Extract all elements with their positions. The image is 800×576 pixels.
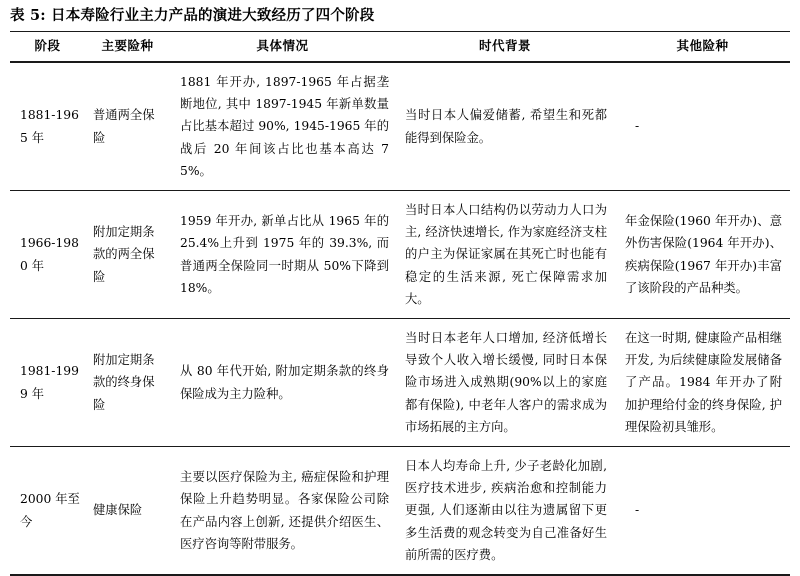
cell-detail: 主要以医疗保险为主, 癌症保险和护理保险上升趋势明显。各家保险公司除在产品内容上创新, 还提供介绍医生、医疗咨询等附带服务。 [170, 447, 395, 576]
table-row [10, 319, 790, 447]
column-header-main-type: 主要险种 [85, 32, 170, 63]
cell-stage: 1881-1965 年 [10, 62, 85, 191]
column-header-detail: 具体情况 [170, 32, 395, 63]
cell-main-type: 附加定期条款的终身保险 [85, 319, 170, 447]
cell-stage: 2000 年至今 [10, 447, 85, 576]
cell-other-types: - [615, 62, 790, 191]
cell-other-types: - [615, 447, 790, 576]
cell-main-type: 健康保险 [85, 447, 170, 576]
column-header-stage: 阶段 [10, 32, 85, 63]
column-header-other-types: 其他险种 [615, 32, 790, 63]
cell-background: 当时日本老年人口增加, 经济低增长导致个人收入增长缓慢, 同时日本保险市场进入成熟期(90%以上的家庭都有保险), 中老年人客户的需求成为市场拓展的主方向。 [395, 319, 615, 447]
cell-main-type: 普通两全保险 [85, 62, 170, 191]
cell-stage: 1981-1999 年 [10, 319, 85, 447]
cell-background: 日本人均寿命上升, 少子老龄化加剧, 医疗技术进步, 疾病治愈和控制能力更强, 人们逐渐由以往为遗属留下更多生活费的观念转变为自己准备好生前所需的医疗费。 [395, 447, 615, 576]
table-row [10, 191, 790, 319]
table-body [10, 62, 790, 575]
table-caption: 表 5: 日本寿险行业主力产品的演进大致经历了四个阶段 [10, 7, 375, 24]
cell-background: 当时日本人偏爱储蓄, 希望生和死都能得到保险金。 [395, 62, 615, 191]
cell-detail: 1959 年开办, 新单占比从 1965 年的 25.4%上升到 1975 年的 39.3%, 而普通两全保险同一时期从 50%下降到 18%。 [170, 191, 395, 319]
cell-main-type: 附加定期条款的两全保险 [85, 191, 170, 319]
cell-detail: 从 80 年代开始, 附加定期条款的终身保险成为主力险种。 [170, 319, 395, 447]
table-header-row [10, 32, 790, 63]
table-row [10, 62, 790, 191]
column-header-background: 时代背景 [395, 32, 615, 63]
cell-stage: 1966-1980 年 [10, 191, 85, 319]
data-table [10, 31, 790, 576]
cell-detail: 1881 年开办, 1897-1965 年占据垄断地位, 其中 1897-1945 年新单数量占比基本超过 90%, 1945-1965 年的战后 20 年间该占比也基本高达 75%。 [170, 62, 395, 191]
table-header [10, 32, 790, 63]
cell-other-types: 在这一时期, 健康险产品相继开发, 为后续健康险发展储备了产品。1984 年开办了附加护理给付金的终身保险, 护理保险初具雏形。 [615, 319, 790, 447]
cell-background: 当时日本人口结构仍以劳动力人口为主, 经济快速增长, 作为家庭经济支柱的户主为保证家属在其死亡时也能有稳定的生活来源, 死亡保障需求加大。 [395, 191, 615, 319]
cell-other-types: 年金保险(1960 年开办)、意外伤害保险(1964 年开办)、疾病保险(1967 年开办)丰富了该阶段的产品种类。 [615, 191, 790, 319]
table-row [10, 447, 790, 576]
